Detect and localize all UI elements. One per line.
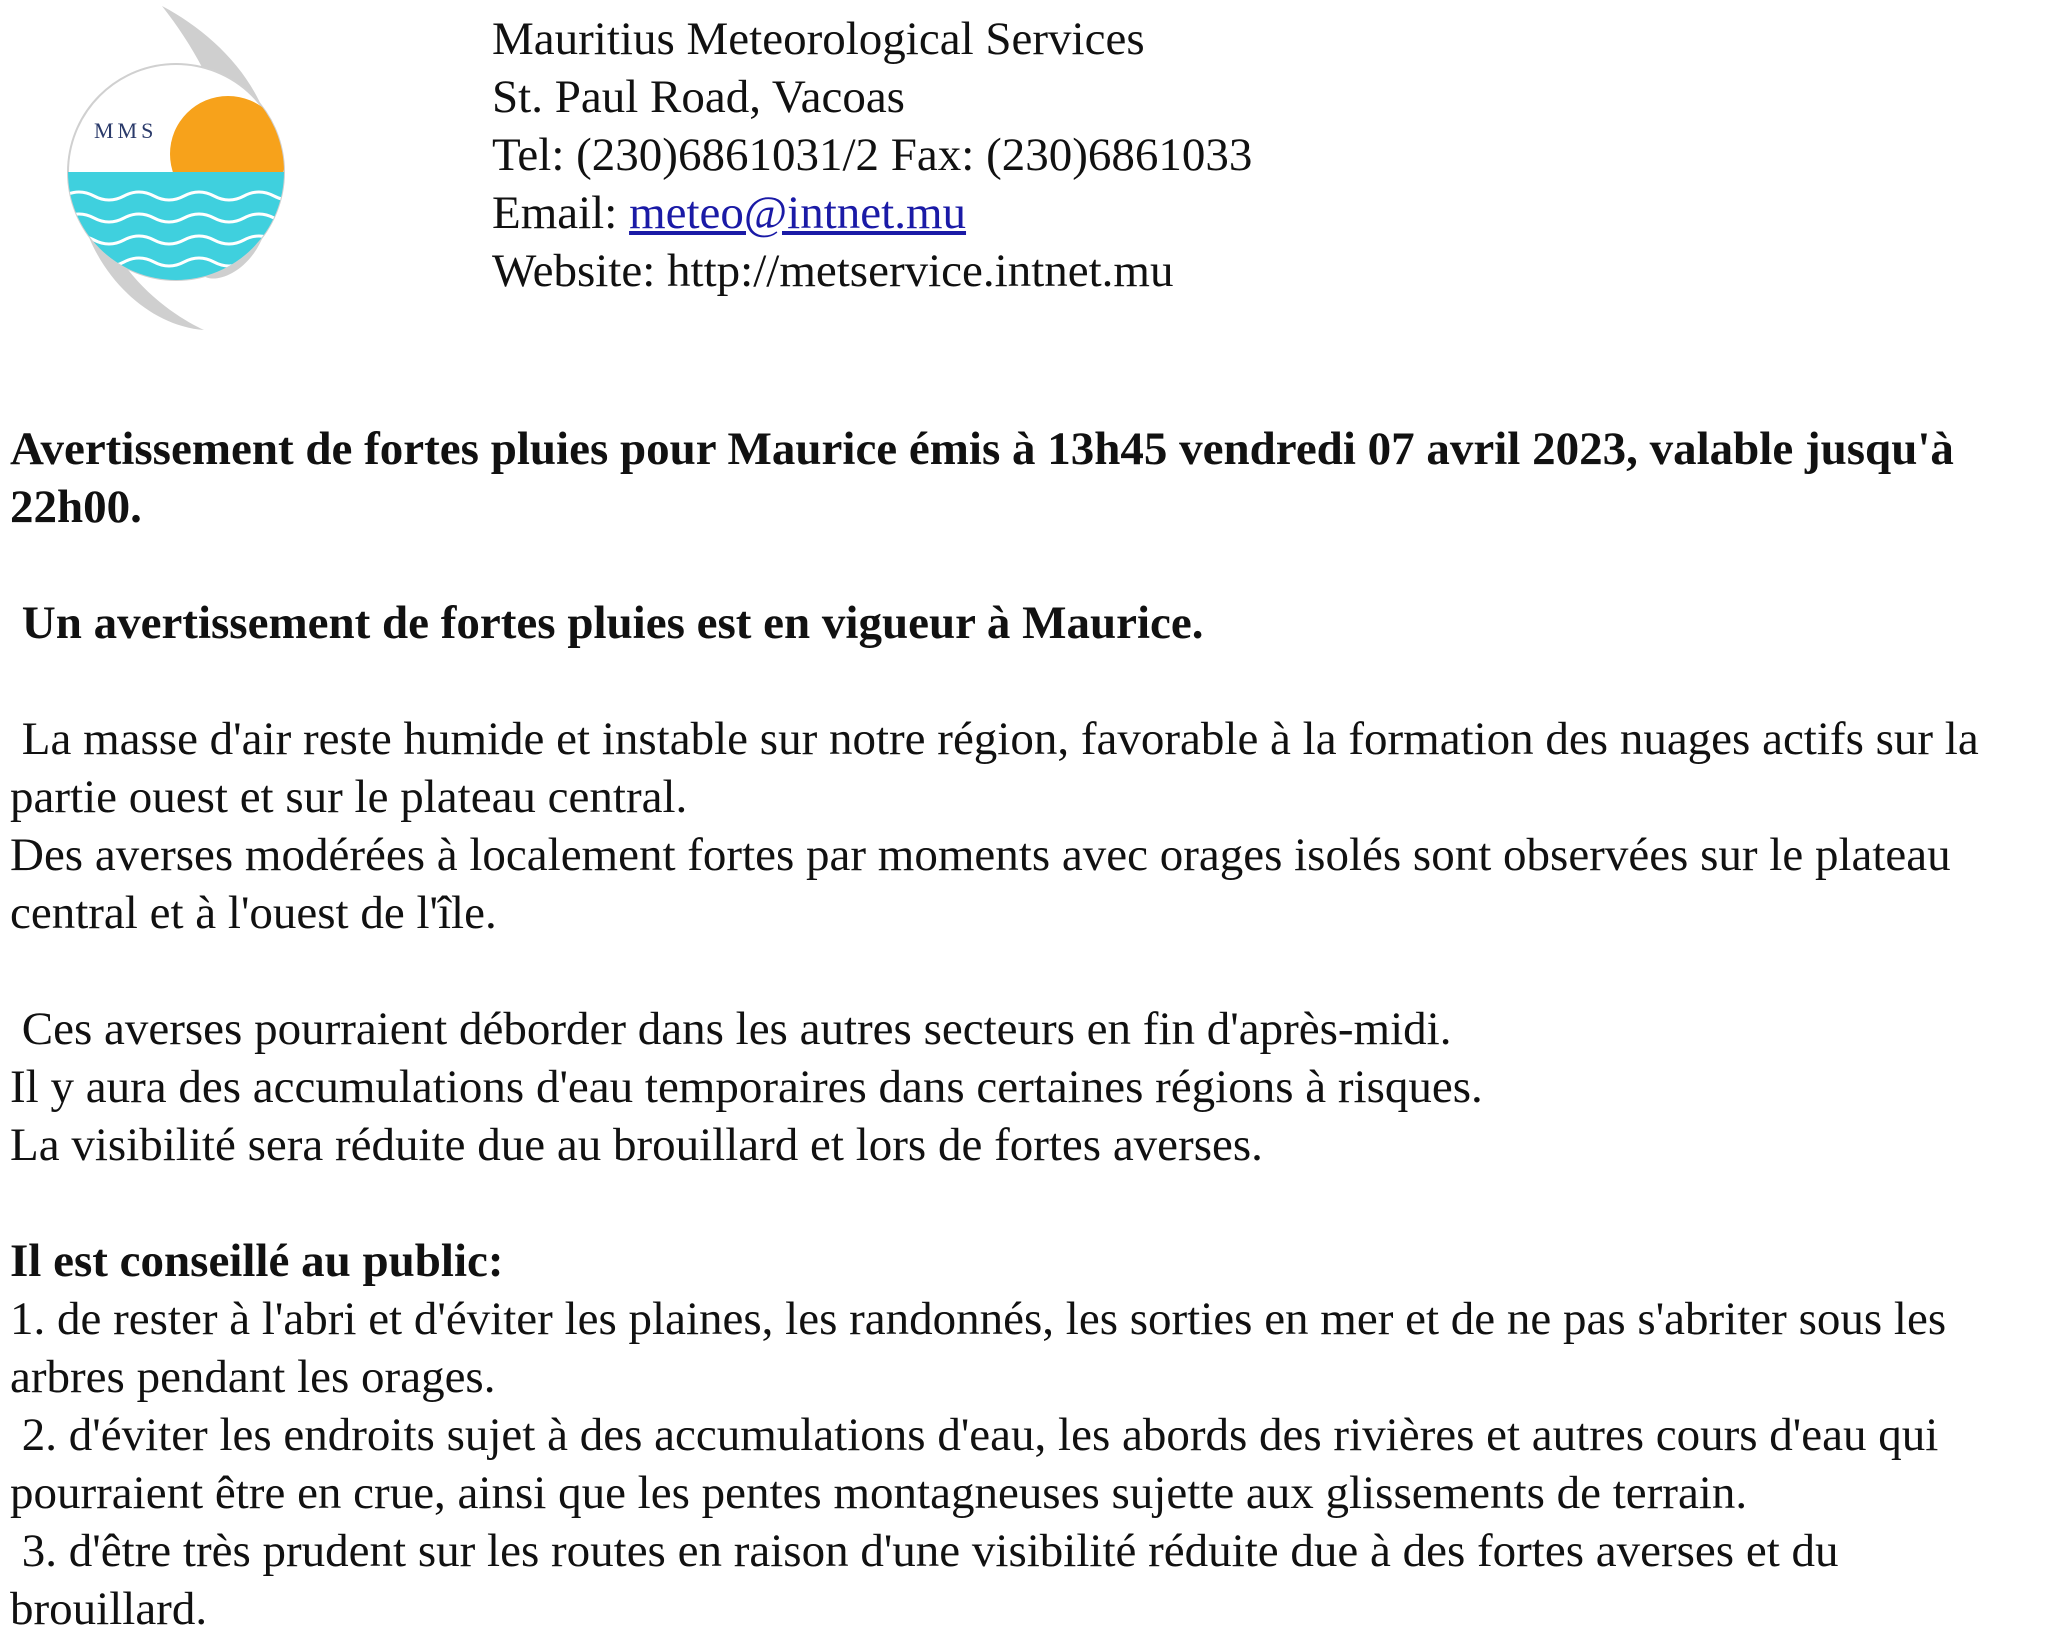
paragraph-text: Ces averses pourraient déborder dans les autres secteurs en fin d'après-midi. xyxy=(10,1003,1452,1055)
org-name: Mauritius Meteorological Services xyxy=(492,13,1145,65)
mms-logo-graphic xyxy=(64,4,304,334)
spacer xyxy=(10,536,2040,594)
email-line xyxy=(492,184,1252,242)
svg-text:MMS: MMS xyxy=(94,118,158,143)
website-line: Website: http://metservice.intnet.mu xyxy=(492,245,1174,297)
bulletin-title: Avertissement de fortes pluies pour Maurice émis à 13h45 vendredi 07 avril 2023, valable jusqu'à 22h00. xyxy=(10,423,1954,533)
email-link[interactable]: meteo@intnet.mu xyxy=(629,187,967,239)
paragraph-text: La visibilité sera réduite due au brouillard et lors de fortes averses. xyxy=(10,1119,1263,1171)
advice-item: 1. de rester à l'abri et d'éviter les plaines, les randonnés, les sorties en mer et de ne pas s'abriter sous les arbres pendant les orages. xyxy=(10,1293,1958,1403)
paragraph-text: Des averses modérées à localement fortes par moments avec orages isolés sont observées sur le plateau central et à l'ouest de l'île. xyxy=(10,829,1951,939)
contact-header xyxy=(492,10,1252,300)
spacer xyxy=(10,942,2040,1000)
bulletin-body xyxy=(10,420,2040,1638)
paragraph-text: La masse d'air reste humide et instable sur notre région, favorable à la formation des nuages actifs sur la partie ouest et sur le plateau central. xyxy=(10,713,1991,823)
bulletin-headline: Un avertissement de fortes pluies est en vigueur à Maurice. xyxy=(10,597,1204,649)
org-address: St. Paul Road, Vacoas xyxy=(492,71,905,123)
spacer xyxy=(10,1174,2040,1232)
mms-logo xyxy=(64,4,304,334)
advice-heading: Il est conseillé au public: xyxy=(10,1235,504,1287)
phone-fax: Tel: (230)6861031/2 Fax: (230)6861033 xyxy=(492,129,1253,181)
advice-item: 3. d'être très prudent sur les routes en raison d'une visibilité réduite due à des fortes averses et du brouillard. xyxy=(10,1525,1851,1635)
spacer xyxy=(10,652,2040,710)
paragraph-text: Il y aura des accumulations d'eau temporaires dans certaines régions à risques. xyxy=(10,1061,1483,1113)
advice-item: 2. d'éviter les endroits sujet à des accumulations d'eau, les abords des rivières et autres cours d'eau qui pourraient être en crue, ainsi que les pentes montagneuses sujette aux glissements de terrain. xyxy=(10,1409,1951,1519)
email-label: Email: xyxy=(492,187,630,239)
